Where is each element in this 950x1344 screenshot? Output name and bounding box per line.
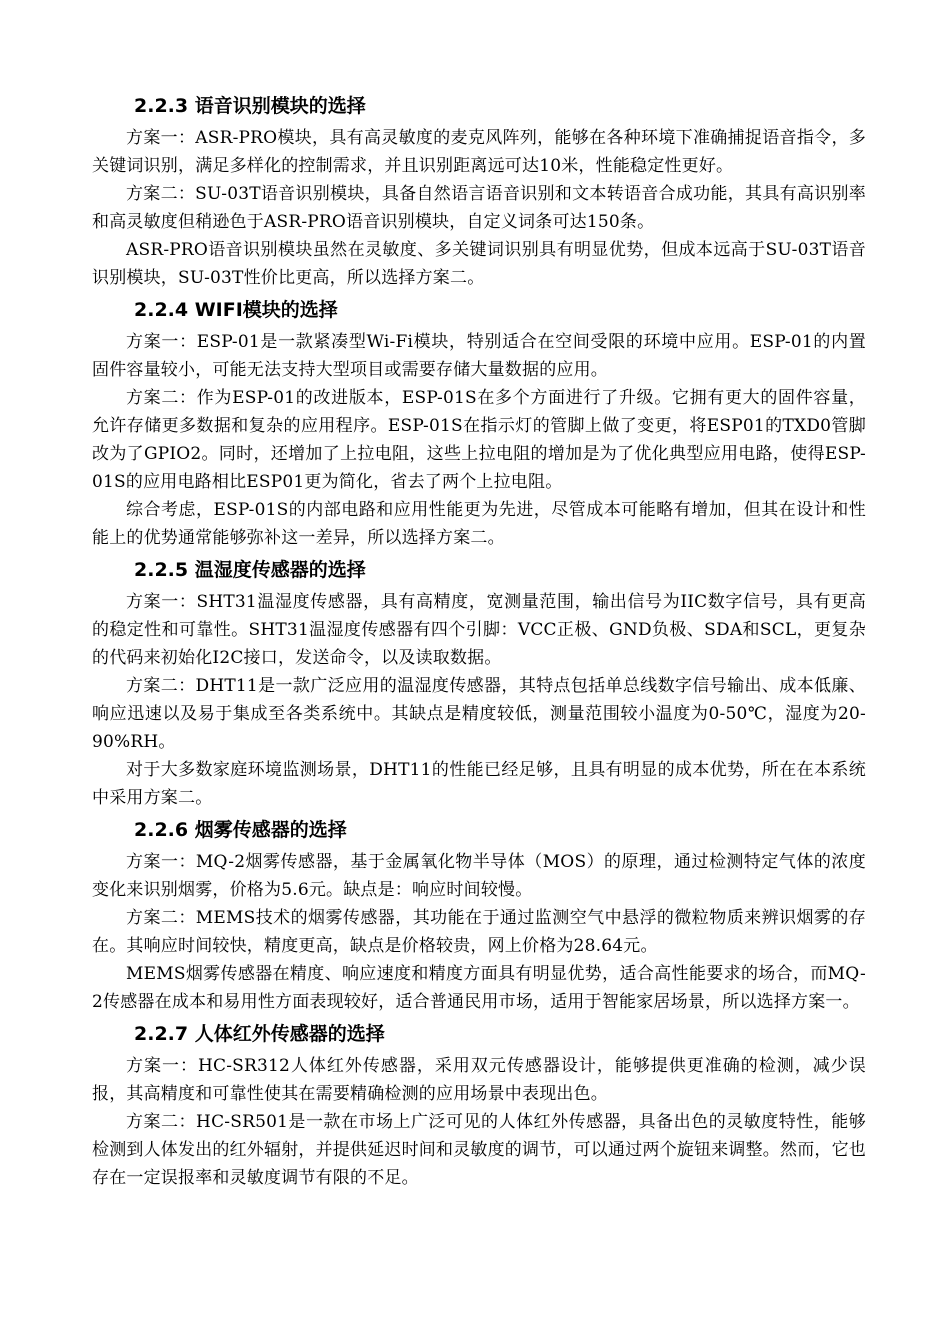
section-heading: 2.2.3 语音识别模块的选择: [134, 95, 366, 117]
paragraph: 方案二：作为ESP-01的改进版本，ESP-01S在多个方面进行了升级。它拥有更大的固件容量，允许存储更多数据和复杂的应用程序。ESP-01S在指示灯的管脚上做了变更，将ESP01的TXD0管脚改为了GPIO2。同时，还增加了上拉电阻，这些上拉电阻的增加是为了优化典型应用电路，使得ESP-01S的应用电路相比ESP01更为简化，省去了两个上拉电阻。: [92, 388, 866, 492]
paragraph: 方案二：HC-SR501是一款在市场上广泛可见的人体红外传感器，具备出色的灵敏度特性，能够检测到人体发出的红外辐射，并提供延迟时间和灵敏度的调节，可以通过两个旋钮来调整。然而，它也存在一定误报率和灵敏度调节有限的不足。: [92, 1112, 866, 1188]
paragraph: 方案一：MQ-2烟雾传感器，基于金属氧化物半导体（MOS）的原理，通过检测特定气体的浓度变化来识别烟雾，价格为5.6元。缺点是：响应时间较慢。: [92, 852, 866, 900]
paragraph: 方案一：SHT31温湿度传感器，具有高精度，宽测量范围，输出信号为IIC数字信号，具有更高的稳定性和可靠性。SHT31温湿度传感器有四个引脚：VCC正极、GND负极、SDA和SCL，更复杂的代码来初始化I2C接口，发送命令，以及读取数据。: [92, 592, 866, 668]
section-wifi-module: [92, 292, 866, 552]
paragraph: 方案一：ESP-01是一款紧凑型Wi-Fi模块，特别适合在空间受限的环境中应用。ESP-01的内置固件容量较小，可能无法支持大型项目或需要存储大量数据的应用。: [92, 332, 866, 380]
paragraph: 综合考虑，ESP-01S的内部电路和应用性能更为先进，尽管成本可能略有增加，但其在设计和性能上的优势通常能够弥补这一差异，所以选择方案二。: [92, 500, 866, 548]
paragraph: 方案二：MEMS技术的烟雾传感器，其功能在于通过监测空气中悬浮的微粒物质来辨识烟雾的存在。其响应时间较快，精度更高，缺点是价格较贵，网上价格为28.64元。: [92, 908, 866, 956]
section-heading: 2.2.5 温湿度传感器的选择: [134, 559, 366, 581]
paragraph: 方案一：ASR-PRO模块，具有高灵敏度的麦克风阵列，能够在各种环境下准确捕捉语音指令，多关键词识别，满足多样化的控制需求，并且识别距离远可达10米，性能稳定性更好。: [92, 128, 866, 176]
paragraph: 对于大多数家庭环境监测场景，DHT11的性能已经足够，且具有明显的成本优势，所在在本系统中采用方案二。: [92, 760, 866, 808]
paragraph: MEMS烟雾传感器在精度、响应速度和精度方面具有明显优势，适合高性能要求的场合，而MQ-2传感器在成本和易用性方面表现较好，适合普通民用市场，适用于智能家居场景，所以选择方案一。: [92, 964, 866, 1012]
section-smoke-sensor: [92, 812, 866, 1016]
paragraph: 方案二：SU-03T语音识别模块，具备自然语言语音识别和文本转语音合成功能，其具有高识别率和高灵敏度但稍逊色于ASR-PRO语音识别模块，自定义词条可达150条。: [92, 184, 866, 232]
section-heading: 2.2.7 人体红外传感器的选择: [134, 1023, 385, 1045]
section-heading: 2.2.4 WIFI模块的选择: [134, 299, 338, 321]
section-speech-module: [92, 88, 866, 292]
section-pir-sensor: [92, 1016, 866, 1192]
section-heading: 2.2.6 烟雾传感器的选择: [134, 819, 347, 841]
paragraph: 方案二：DHT11是一款广泛应用的温湿度传感器，其特点包括单总线数字信号输出、成本低廉、响应迅速以及易于集成至各类系统中。其缺点是精度较低，测量范围较小温度为0-50℃，湿度为20-90%RH。: [92, 676, 866, 752]
paragraph: 方案一：HC-SR312人体红外传感器，采用双元传感器设计，能够提供更准确的检测，减少误报，其高精度和可靠性使其在需要精确检测的应用场景中表现出色。: [92, 1056, 866, 1104]
document-page: [92, 88, 866, 1192]
section-temp-humidity-sensor: [92, 552, 866, 812]
paragraph: ASR-PRO语音识别模块虽然在灵敏度、多关键词识别具有明显优势，但成本远高于SU-03T语音识别模块，SU-03T性价比更高，所以选择方案二。: [92, 240, 866, 288]
